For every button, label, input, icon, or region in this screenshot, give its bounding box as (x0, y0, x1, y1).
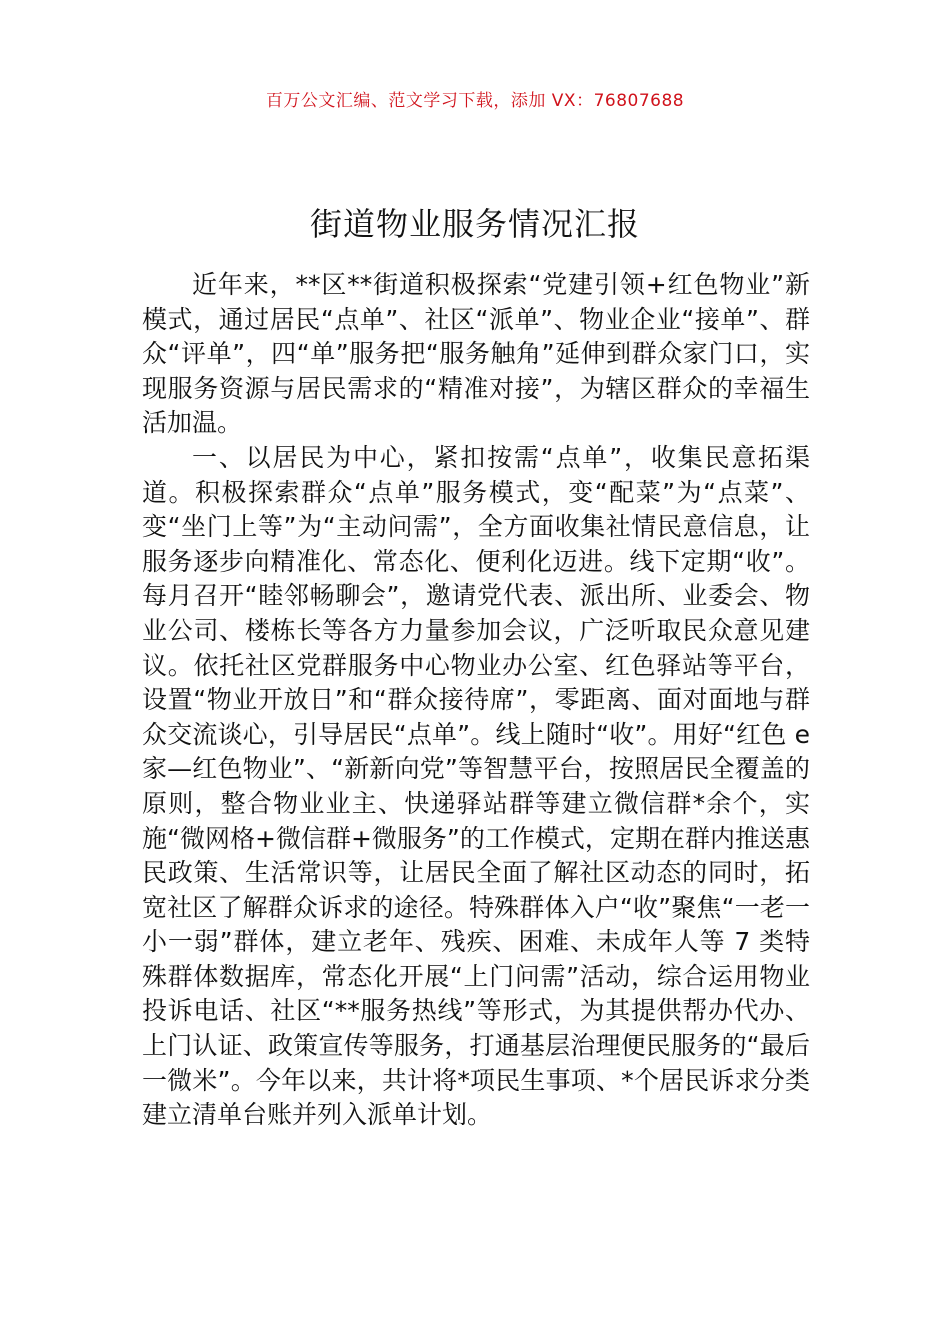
paragraph-intro: 近年来，**区**街道积极探索“党建引领+红色物业”新模式，通过居民“点单”、社区“派单”、物业企业“接单”、群众“评单”，四“单”服务把“服务触角”延伸到群众家门口，实现服务资源与居民需求的“精准对接”，为辖区群众的幸福生活加温。 (142, 270, 810, 438)
document-title: 街道物业服务情况汇报 (309, 205, 640, 244)
header-promo-note: 百万公文汇编、范文学习下载，添加 VX：76807688 (265, 91, 685, 111)
document-body (142, 268, 810, 1133)
paragraph-section-1: 一、以居民为中心，紧扣按需“点单”，收集民意拓渠道。积极探索群众“点单”服务模式，变“配菜”为“点菜”、变“坐门上等”为“主动问需”，全方面收集社情民意信息，让服务逐步向精准化、常态化、便利化迈进。线下定期“收”。每月召开“睦邻畅聊会”，邀请党代表、派出所、业委会、物业公司、楼栋长等各方力量参加会议，广泛听取民众意见建议。依托社区党群服务中心物业办公室、红色驿站等平台，设置“物业开放日”和“群众接待席”，零距离、面对面地与群众交流谈心，引导居民“点单”。线上随时“收”。用好“红色 e 家—红色物业”、“新新向党”等智慧平台，按照居民全覆盖的原则，整合物业业主、快递驿站群等建立微信群*余个，实施“微网格+微信群+微服务”的工作模式，定期在群内推送惠民政策、生活常识等，让居民全面了解社区动态的同时，拓宽社区了解群众诉求的途径。特殊群体入户“收”聚焦“一老一小一弱”群体，建立老年、残疾、困难、未成年人等 7 类特殊群体数据库，常态化开展“上门问需”活动，综合运用物业投诉电话、社区“**服务热线”等形式，为其提供帮办代办、上门认证、政策宣传等服务，打通基层治理便民服务的“最后一微米”。今年以来，共计将*项民生事项、*个居民诉求分类建立清单台账并列入派单计划。 (142, 442, 810, 1130)
